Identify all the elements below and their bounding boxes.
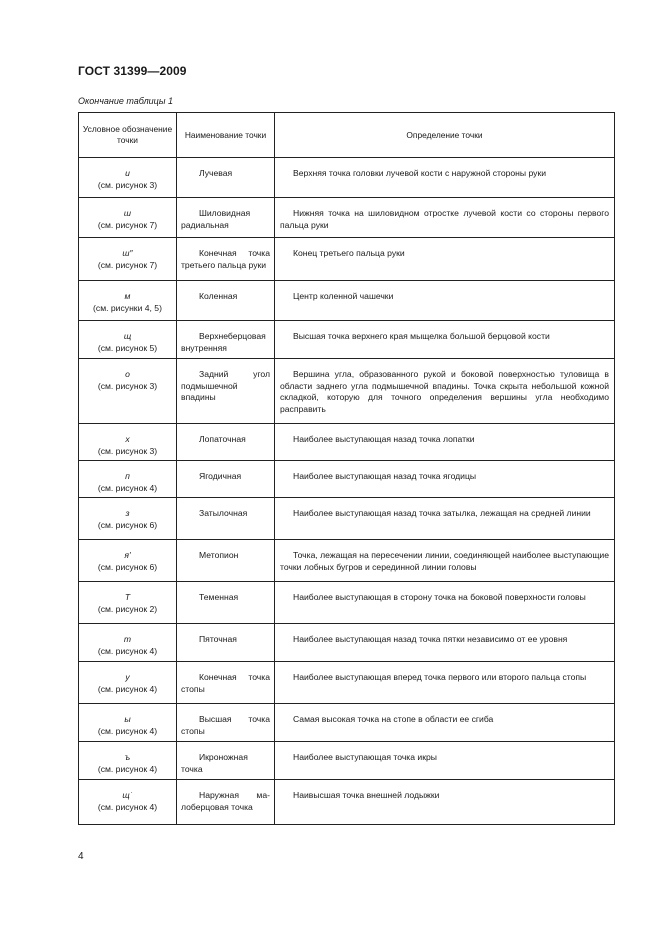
point-definition: Высшая точка верхнего края мыщелка большой берцовой кости [275,321,615,359]
point-name: Верхнеберцовая внутренняя [177,321,275,359]
table-row [79,780,615,825]
table-header-row [79,113,615,158]
point-definition: Центр коленной чашечки [275,281,615,321]
figure-reference: (см. рисунок 3) [97,380,158,391]
point-symbol: ы [124,714,131,724]
point-name: Конечная точка третьего пальца руки [177,238,275,281]
symbol-cell [79,582,177,624]
point-name: Высшая точка стопы [177,704,275,742]
table-body [79,158,615,825]
symbol-cell [79,498,177,540]
table-row [79,359,615,424]
table-row [79,662,615,704]
point-symbol: т [123,634,132,644]
figure-reference: (см. рисунок 4) [97,645,158,656]
symbol-cell [79,624,177,662]
point-name: Конечная точка стопы [177,662,275,704]
point-name: Икроножная точка [177,742,275,780]
table-row [79,498,615,540]
table-row [79,704,615,742]
symbol-cell [79,158,177,198]
point-name: Лучевая [177,158,275,198]
point-symbol: ш″ [122,248,133,258]
point-symbol: щ˙ [122,790,133,800]
symbol-cell [79,424,177,461]
symbol-cell [79,321,177,359]
figure-reference: (см. рисунок 7) [97,219,158,230]
table-row [79,158,615,198]
figure-reference: (см. рисунок 4) [97,763,158,774]
figure-reference: (см. рисунок 3) [97,179,158,190]
point-symbol: щ [123,331,132,341]
point-definition: Вершина угла, образованного рукой и боковой поверхностью туловища в области заднего угла подмышечной впадины. Точка скрыта небольшой кожной складкой, которую для точного определения вершины угла необходимо расправить [275,359,615,424]
symbol-cell [79,704,177,742]
symbol-cell [79,742,177,780]
point-symbol: о [125,369,130,379]
page-number: 4 [78,851,84,862]
table-row [79,742,615,780]
point-symbol: м [124,291,131,301]
table-row [79,424,615,461]
table-row [79,238,615,281]
point-symbol: и [125,168,130,178]
point-name: Ягодичная [177,461,275,498]
figure-reference: (см. рисунок 4) [97,801,158,812]
table-row [79,624,615,662]
symbol-cell [79,198,177,238]
point-definition: Наиболее выступающая точка икры [275,742,615,780]
symbol-cell [79,780,177,825]
figure-reference: (см. рисунок 5) [97,342,158,353]
figure-reference: (см. рисунок 7) [97,259,158,270]
point-definition: Наиболее выступающая в сторону точка на боковой поверхности головы [275,582,615,624]
point-symbol: Т [124,592,131,602]
point-symbol: п [125,471,130,481]
point-name: Наружная малоберцовая точка [177,780,275,825]
point-definition: Нижняя точка на шиловидном отростке лучевой кости со стороны первого пальца руки [275,198,615,238]
table-row [79,461,615,498]
point-name: Задний угол подмышечной впадины [177,359,275,424]
point-name: Пяточная [177,624,275,662]
header-definition: Определение точки [275,113,615,158]
point-symbol: ъ [124,752,131,762]
point-definition: Наиболее выступающая назад точка ягодицы [275,461,615,498]
point-definition: Наиболее выступающая вперед точка первого или второго пальца стопы [275,662,615,704]
table-row [79,281,615,321]
point-symbol: х [125,434,130,444]
point-name: Теменная [177,582,275,624]
figure-reference: (см. рисунок 4) [97,683,158,694]
point-symbol: ш [123,208,132,218]
point-definition: Точка, лежащая на пересечении линии, соединяющей наиболее выступающие точки лобных бугров и серединной линии головы [275,540,615,582]
figure-reference: (см. рисунок 4) [97,725,158,736]
point-definition: Самая высокая точка на стопе в области ее сгиба [275,704,615,742]
point-definition: Наиболее выступающая назад точка затылка, лежащая на средней линии [275,498,615,540]
point-definition: Наиболее выступающая назад точка лопатки [275,424,615,461]
figure-reference: (см. рисунок 3) [97,445,158,456]
symbol-cell [79,359,177,424]
point-name: Метопион [177,540,275,582]
symbol-cell [79,540,177,582]
header-name: Наименование точки [177,113,275,158]
point-definition: Наивысшая точка внешней лодыжки [275,780,615,825]
point-symbol: у [125,672,130,682]
table-caption: Окончание таблицы 1 [78,96,173,106]
figure-reference: (см. рисунок 6) [97,561,158,572]
symbol-cell [79,461,177,498]
figure-reference: (см. рисунок 2) [97,603,158,614]
figure-reference: (см. рисунок 6) [97,519,158,530]
point-name: Лопаточная [177,424,275,461]
point-name: Шиловидная радиальная [177,198,275,238]
symbol-cell [79,238,177,281]
point-symbol: з [125,508,130,518]
header-symbol: Условное обозначение точки [79,113,177,158]
point-definition: Наиболее выступающая назад точка пятки независимо от ее уровня [275,624,615,662]
figure-reference: (см. рисунки 4, 5) [93,302,162,313]
points-table [78,112,615,825]
point-name: Коленная [177,281,275,321]
figure-reference: (см. рисунок 4) [97,482,158,493]
table-row [79,321,615,359]
table-row [79,540,615,582]
point-definition: Верхняя точка головки лучевой кости с наружной стороны руки [275,158,615,198]
table-row [79,198,615,238]
symbol-cell [79,662,177,704]
document-header: ГОСТ 31399—2009 [78,64,187,78]
table-row [79,582,615,624]
symbol-cell [79,281,177,321]
point-name: Затылочная [177,498,275,540]
point-definition: Конец третьего пальца руки [275,238,615,281]
point-symbol: я' [124,550,131,560]
